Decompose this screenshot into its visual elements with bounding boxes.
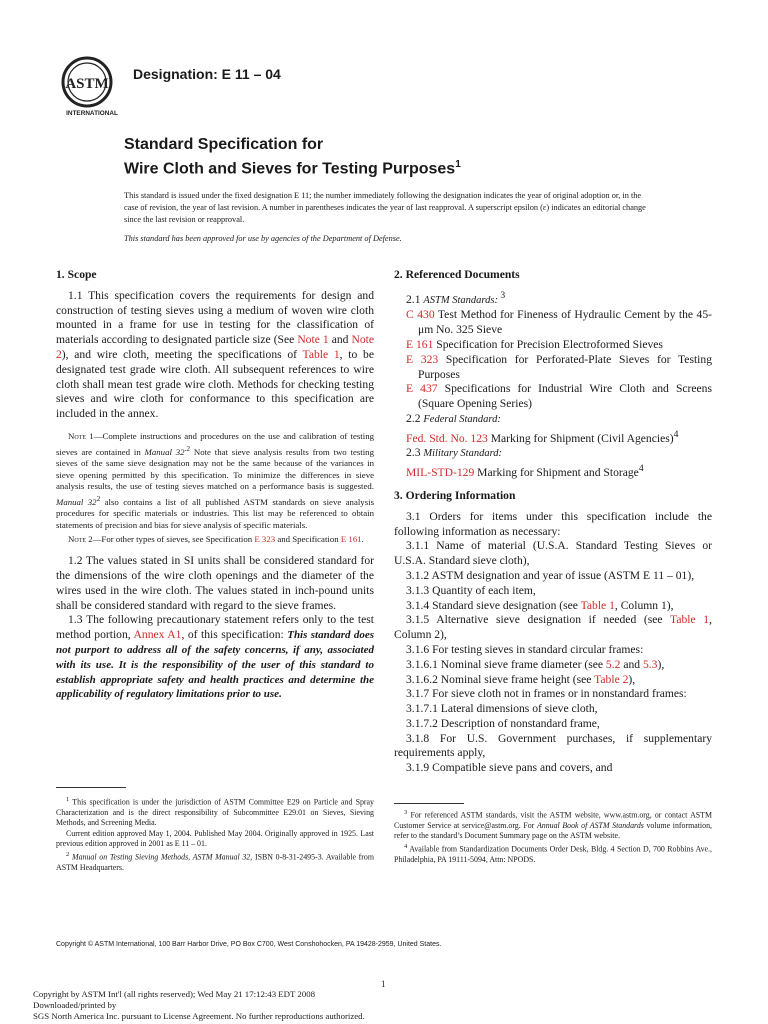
- ordering-3-1-9: 3.1.9 Compatible sieve pans and covers, and: [406, 761, 613, 775]
- footnote-1: $^1$ This specification is under the jurisdiction of ASTM Committee E29 on Particle and Spray Characterization and is the direct responsibility of Subcommittee E29.01 on Sieves, Sieving Methods, and Screening Media.: [56, 796, 374, 828]
- approval-statement: This standard has been approved for use by agencies of the Department of Defense.: [124, 234, 402, 243]
- right-column: [394, 268, 712, 776]
- ordering-heading: 3. Ordering Information: [394, 488, 516, 502]
- astm-logo-icon: [60, 55, 124, 117]
- ordering-3-1-6: 3.1.6 For testing sieves in standard circular frames:: [406, 642, 644, 656]
- download-notice: Copyright by ASTM Int'l (all rights reserved); Wed May 21 17:12:43 EDT 2008 Downloaded/printed by SGS North America Inc. pursuant to License Agreement. No further reproductions authorized.: [33, 989, 365, 1021]
- e161-ref-link[interactable]: E 161: [406, 338, 434, 352]
- refs-2-1: 2.1 ASTM Standards: $^3$: [406, 289, 506, 306]
- fed-std-link[interactable]: Fed. Std. No. 123: [406, 431, 488, 445]
- footnote-rule-right: [394, 803, 464, 804]
- scope-1-3: 1.3 The following precautionary statement refers only to the test method portion, Annex A1, of this specification: This standard does not purport to address all of the safety concerns, if any, associated with its use. It is the responsibility of the user of this standard to establish appropriate safety and health practices and determine the applicability of regulatory limitations prior to use.: [56, 613, 374, 701]
- ordering-3-1: 3.1 Orders for items under this specification include the following information as necessary:: [394, 509, 712, 538]
- title-line-2: Wire Cloth and Sieves for Testing Purposes$^1$: [124, 159, 461, 178]
- note-2: Note 2—For other types of sieves, see Specification E 323 and Specification E 161.: [68, 533, 364, 544]
- page-number: 1: [381, 979, 386, 989]
- ordering-3-1-6-1: 3.1.6.1 Nominal sieve frame diameter (see 5.2 and 5.3),: [406, 657, 665, 671]
- document-title: [124, 135, 461, 179]
- ordering-3-1-2: 3.1.2 ASTM designation and year of issue (ASTM E 11 – 01),: [406, 568, 695, 582]
- refs-2-3: 2.3 Military Standard:: [406, 446, 503, 460]
- ordering-3-1-7-1: 3.1.7.1 Lateral dimensions of sieve cloth,: [406, 702, 598, 716]
- table-1-link-b[interactable]: Table 1: [580, 598, 615, 612]
- footnotes-left: [56, 795, 374, 873]
- e437-link[interactable]: E 437: [406, 382, 438, 396]
- ordering-3-1-6-2: 3.1.6.2 Nominal sieve frame height (see Table 2),: [406, 672, 636, 686]
- ref-fed-std: Fed. Std. No. 123 Marking for Shipment (Civil Agencies)$^4$: [406, 428, 679, 445]
- ref-e323: E 323 Specification for Perforated-Plate Sieves for Testing Purposes: [406, 352, 712, 381]
- footnote-1-edition: Current edition approved May 1, 2004. Published May 2004. Originally approved in 1925. Last previous edition approved in 2001 as E 11 – 01.: [56, 828, 374, 849]
- ref-mil-std: MIL-STD-129 Marking for Shipment and Storage$^4$: [406, 463, 644, 480]
- refs-2-2: 2.2 Federal Standard:: [406, 412, 501, 426]
- title-footnote-mark: 1: [455, 159, 461, 170]
- table-1-link[interactable]: Table 1: [302, 347, 340, 361]
- e161-link[interactable]: E 161: [340, 533, 362, 544]
- mil-std-link[interactable]: MIL-STD-129: [406, 466, 475, 480]
- intro-paragraph: This standard is issued under the fixed designation E 11; the number immediately following the designation indicates the year of original adoption or, in the case of revision, the year of last revision. A number in parentheses indicates the year of last reapproval. A superscript epsilon (ε) indicates an editorial change since the last revision or reapproval.: [124, 191, 646, 224]
- footnote-rule-left: [56, 787, 126, 788]
- table-1-link-c[interactable]: Table 1: [670, 613, 710, 627]
- logo-letters: ASTM: [65, 76, 109, 92]
- copyright-line: Copyright © ASTM International, 100 Barr Harbor Drive, PO Box C700, West Conshohocken, PA 19428-2959, United States.: [56, 941, 442, 948]
- footnote-2: $^2$ Manual on Testing Sieving Methods, ASTM Manual 32, ISBN 0-8-31-2495-3. Available from ASTM Headquarters.: [56, 850, 375, 872]
- footnotes-right: [394, 808, 712, 865]
- e323-ref-link[interactable]: E 323: [406, 352, 439, 366]
- table-2-link[interactable]: Table 2: [594, 672, 629, 686]
- section-5-2-link[interactable]: 5.2: [605, 657, 621, 671]
- scope-1-2: 1.2 The values stated in SI units shall be considered standard for the dimensions of the wire cloth openings and the diameter of the wires used in the wire cloth. The values stated in inch-pound units shall be considered standard with regard to the sieve frames.: [56, 554, 374, 612]
- left-column: [56, 268, 374, 702]
- note-2-link[interactable]: Note 2: [56, 333, 374, 361]
- annex-a1-link[interactable]: Annex A1: [133, 628, 182, 642]
- ref-e437: E 437 Specifications for Industrial Wire Cloth and Screens (Square Opening Series): [406, 382, 712, 411]
- note-1-link[interactable]: Note 1: [297, 333, 329, 347]
- title-line-1: Standard Specification for: [124, 136, 324, 153]
- ordering-3-1-7-2: 3.1.7.2 Description of nonstandard frame,: [406, 716, 600, 730]
- ref-e161: E 161 Specification for Precision Electroformed Sieves: [406, 338, 663, 352]
- ordering-3-1-4: 3.1.4 Standard sieve designation (see Table 1, Column 1),: [406, 598, 674, 612]
- footnote-3: $^3$ For referenced ASTM standards, visit the ASTM website, www.astm.org, or contact ASTM Customer Service at service@astm.org. For Annual Book of ASTM Standards volume information, refer to the standard’s Document Summary page on the ASTM website.: [394, 809, 712, 841]
- ordering-3-1-8: 3.1.8 For U.S. Government purchases, if supplementary requirements apply,: [394, 731, 712, 760]
- designation: Designation: E 11 – 04: [133, 66, 281, 82]
- ordering-3-1-3: 3.1.3 Quantity of each item,: [406, 583, 536, 597]
- logo-subtext: INTERNATIONAL: [66, 110, 118, 117]
- ref-c430: C 430 Test Method for Fineness of Hydraulic Cement by the 45-μm No. 325 Sieve: [406, 308, 712, 337]
- section-5-3-link[interactable]: 5.3: [642, 657, 658, 671]
- c430-link[interactable]: C 430: [406, 308, 435, 322]
- ordering-3-1-1: 3.1.1 Name of material (U.S.A. Standard Testing Sieves or U.S.A. Standard sieve cloth),: [394, 539, 712, 568]
- ordering-3-1-7: 3.1.7 For sieve cloth not in frames or in nonstandard frames:: [406, 687, 687, 701]
- refs-heading: 2. Referenced Documents: [394, 268, 520, 281]
- ordering-3-1-5: 3.1.5 Alternative sieve designation if needed (see Table 1, Column 2),: [394, 613, 713, 642]
- note-1: Note 1—Complete instructions and procedures on the use and calibration of testing sieves are contained in Manual $32^{.2}$ Note that sieve analysis results from two testing sieves of the same sieve designation may not be the same because of the variances in sieve opening permitted by this specification. To minimize the differences in sieve analysis results, the use of testing sieves matched on a performance basis is suggested. Manual $32^2$ also contains a list of all published ASTM standards on sieve analysis procedures for specific materials or industries. This list may be referenced to obtain statements of precision and bias for sieve analysis of specific materials.: [56, 430, 374, 530]
- astm-logo: [60, 55, 124, 117]
- e323-link[interactable]: E 323: [254, 533, 276, 544]
- scope-1-1: 1.1 This specification covers the requirements for design and construction of testing sieves using a medium of woven wire cloth mounted in a frame for use in testing for the classification of materials according to designated particle size (See Note 1 and Note 2), and wire cloth, meeting the specifications of Table 1, to be designated test grade wire cloth. All subsequent references to wire cloth shall mean test grade wire cloth. Methods for checking testing sieves and wire cloth for conformance to this specification are included in the annex.: [56, 288, 374, 421]
- scope-heading: 1. Scope: [56, 268, 97, 281]
- footnote-4: $^4$ Available from Standardization Documents Order Desk, Bldg. 4 Section D, 700 Robbins Ave., Philadelphia, PA 19111-5094, Attn: NPODS.: [394, 842, 712, 864]
